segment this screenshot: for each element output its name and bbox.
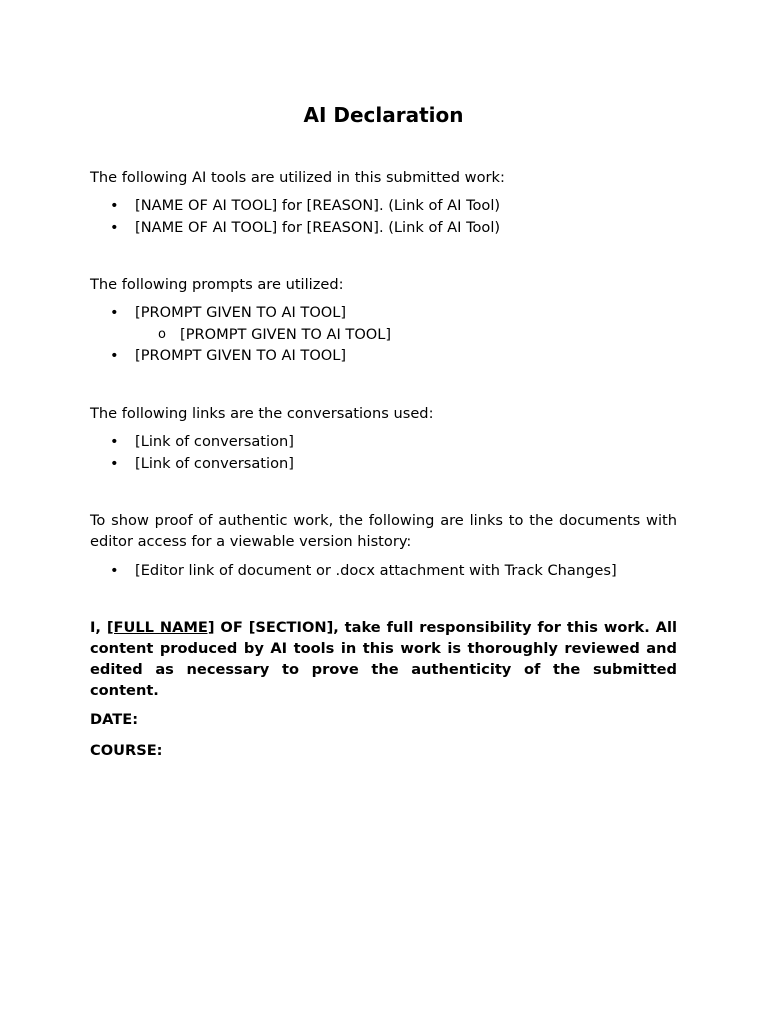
proof-intro: To show proof of authentic work, the following are links to the documents with editor access for a viewable version history: xyxy=(90,512,677,550)
course-label: COURSE: xyxy=(90,742,163,759)
list-item xyxy=(90,453,677,475)
editor-link-text: [Editor link of document or .docx attachment with Track Changes] xyxy=(135,562,617,579)
sub-bullet-icon: o xyxy=(158,326,166,342)
list-item xyxy=(90,431,677,453)
list-item xyxy=(90,302,677,324)
bullet-icon: • xyxy=(110,304,119,321)
links-list xyxy=(90,431,677,474)
bullet-icon: • xyxy=(110,562,119,579)
bullet-icon: • xyxy=(110,218,119,236)
bullet-icon: • xyxy=(110,347,119,364)
prompt-item-text: [PROMPT GIVEN TO AI TOOL] xyxy=(135,347,347,364)
prompts-intro: The following prompts are utilized: xyxy=(90,276,344,293)
list-item xyxy=(90,217,677,239)
declaration-statement xyxy=(90,617,677,701)
list-item xyxy=(90,324,677,346)
tools-list xyxy=(90,195,677,238)
page-title: AI Declaration xyxy=(303,103,464,127)
proof-list xyxy=(90,560,677,582)
list-item xyxy=(90,345,677,367)
date-label: DATE: xyxy=(90,711,139,728)
bullet-icon: • xyxy=(110,433,119,450)
list-item xyxy=(90,560,677,582)
bullet-icon: • xyxy=(110,454,119,472)
prompts-list xyxy=(90,302,677,367)
conversation-link-text: [Link of conversation] xyxy=(135,454,294,472)
full-name-placeholder: [FULL NAME] xyxy=(106,619,215,636)
prompt-item-text: [PROMPT GIVEN TO AI TOOL] xyxy=(135,304,347,321)
declaration-prefix: I, xyxy=(90,619,107,636)
tool-item-text: [NAME OF AI TOOL] for [REASON]. (Link of AI Tool) xyxy=(135,197,501,214)
tool-item-text: [NAME OF AI TOOL] for [REASON]. (Link of AI Tool) xyxy=(135,218,501,236)
list-item xyxy=(90,195,677,217)
tools-intro: The following AI tools are utilized in this submitted work: xyxy=(90,169,505,186)
links-intro: The following links are the conversations used: xyxy=(90,405,434,422)
prompt-subitem-text: [PROMPT GIVEN TO AI TOOL] xyxy=(180,325,392,343)
declaration-rest: OF [SECTION], take full responsibility for this work. All content produced by AI tools in this work is thoroughly reviewed and edited as necessary to prove the authenticity of the submitted content. xyxy=(90,619,677,699)
conversation-link-text: [Link of conversation] xyxy=(135,433,294,450)
bullet-icon: • xyxy=(110,197,119,214)
